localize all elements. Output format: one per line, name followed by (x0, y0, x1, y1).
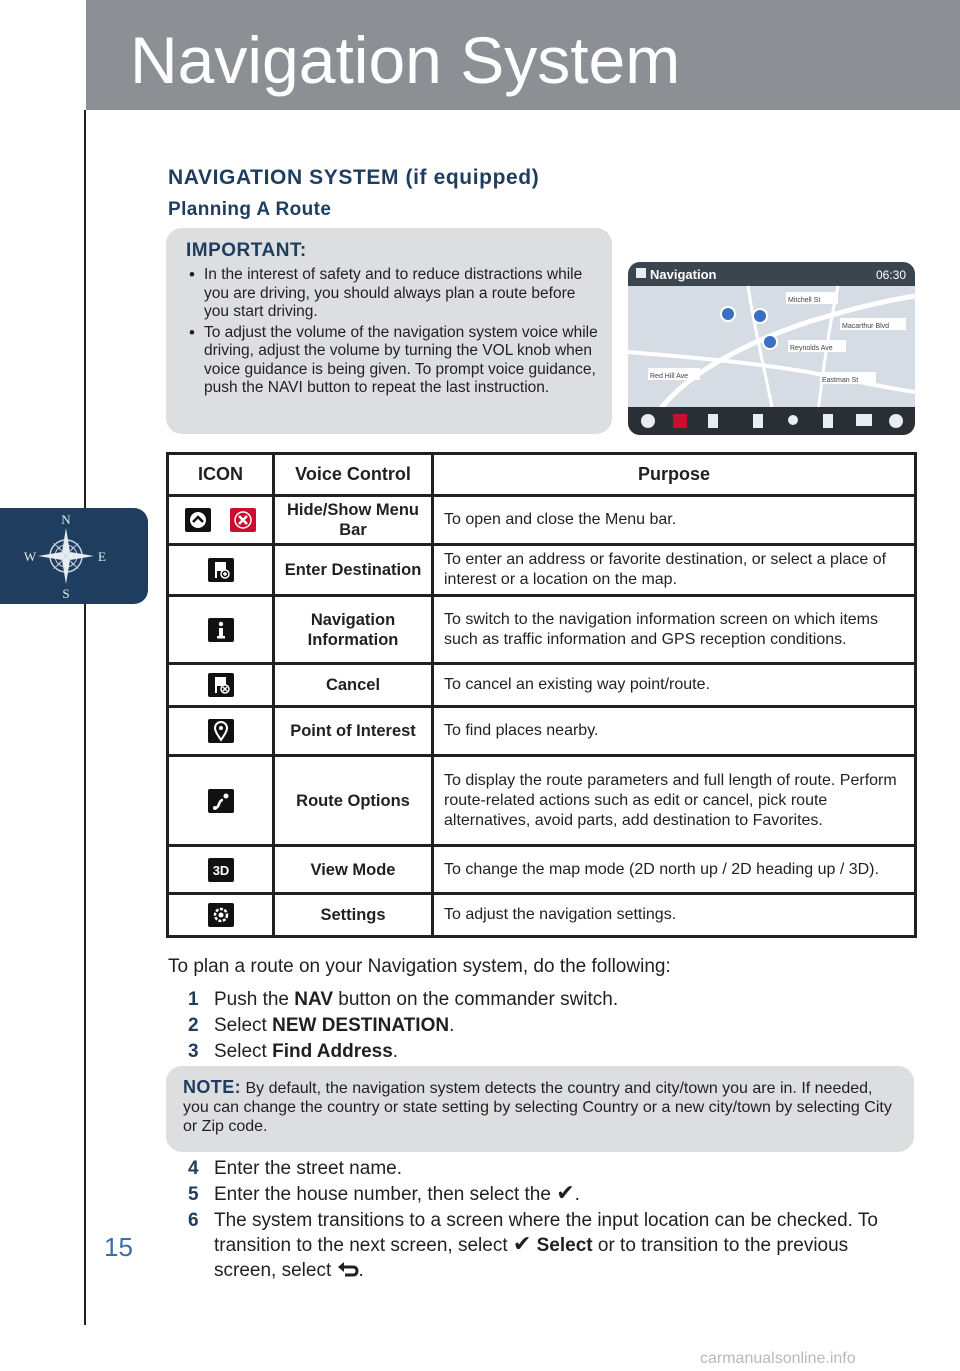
voice-label: Navigation Information (274, 596, 433, 664)
watermark: carmanualsonline.info (700, 1350, 856, 1367)
step-text: The system transitions to a screen where the input location can be checked. To transition to the next screen, select (214, 1210, 878, 1256)
svg-text:S: S (62, 586, 70, 601)
table-icon-cell (168, 664, 274, 707)
voice-label: View Mode (274, 846, 433, 894)
step-bold: NEW DESTINATION (272, 1015, 450, 1036)
step-item (188, 1039, 618, 1064)
purpose-text: To cancel an existing way point/route. (433, 664, 916, 707)
step-item (188, 1156, 908, 1181)
table-header-voice: Voice Control (274, 454, 433, 496)
important-box (166, 228, 612, 434)
street-label: Eastman St (822, 377, 859, 384)
hide-show-menu-icon (185, 508, 211, 532)
important-item: • In the interest of safety and to reduce distractions while you are driving, you should always plan a route before you start driving. (186, 266, 598, 322)
street-label: Red Hill Ave (650, 373, 689, 380)
step-text: or to transition to the previous screen, select (214, 1235, 849, 1281)
step-number: 2 (188, 1015, 199, 1036)
note-text: By default, the navigation system detects the country and city/town you are in. If needed, you can change the country or state setting by selecting Country or a new city/town by selecting City or Zip code. (183, 1080, 892, 1135)
table-icon-cell (168, 756, 274, 846)
step-number: 5 (188, 1184, 199, 1205)
step-number: 1 (188, 989, 199, 1010)
important-list (186, 266, 598, 398)
info-icon (208, 618, 234, 642)
svg-text:E: E (98, 549, 106, 564)
checkmark-icon: ✔ (556, 1180, 575, 1205)
table-row (168, 545, 916, 596)
step-text: Push the (214, 989, 295, 1010)
svg-text:N: N (61, 512, 71, 527)
page-number: 15 (104, 1232, 133, 1262)
purpose-text: To display the route parameters and full length of route. Perform route-related actions such as edit or cancel, pick route alternatives, avoid parts, add destination to Favorites. (433, 756, 916, 846)
compass-rose-icon (0, 508, 148, 604)
voice-label: Route Options (274, 756, 433, 846)
step-number: 4 (188, 1158, 199, 1179)
cancel-route-icon (208, 673, 234, 697)
checkmark-icon: ✔ (512, 1231, 532, 1256)
purpose-text: To adjust the navigation settings. (433, 894, 916, 937)
voice-label: Cancel (274, 664, 433, 707)
voice-control-table (166, 452, 917, 938)
settings-gear-icon (208, 903, 234, 927)
step-item (188, 1013, 618, 1038)
step-item (188, 1208, 908, 1283)
step-text: . (358, 1260, 364, 1281)
table-icon-cell (168, 846, 274, 894)
purpose-text: To find places nearby. (433, 707, 916, 756)
purpose-text: To change the map mode (2D north up / 2D heading up / 3D). (433, 846, 916, 894)
compass-tab (0, 508, 148, 604)
left-rule (84, 110, 86, 1325)
voice-label: Settings (274, 894, 433, 937)
instructions-intro: To plan a route on your Navigation system, do the following: (168, 956, 671, 977)
table-row (168, 596, 916, 664)
poi-pin-icon (208, 719, 234, 743)
table-row (168, 894, 916, 937)
step-text: button on the commander switch. (333, 989, 619, 1010)
purpose-text: To switch to the navigation information screen on which items such as traffic information and GPS reception conditions. (433, 596, 916, 664)
step-bold: Find Address (272, 1041, 393, 1062)
purpose-text: To enter an address or favorite destination, or select a place of interest or a location on the map. (433, 545, 916, 596)
step-item (188, 987, 618, 1012)
steps-list-b (188, 1156, 908, 1284)
back-arrow-icon (337, 1260, 359, 1278)
page-title: Navigation System (130, 23, 681, 97)
close-menu-icon (230, 508, 256, 532)
table-icon-cell (168, 545, 274, 596)
nav-screen-title: Navigation (650, 267, 717, 282)
subsection-title: Planning A Route (168, 199, 332, 220)
voice-label: Point of Interest (274, 707, 433, 756)
nav-screen-time: 06:30 (876, 268, 907, 282)
navigation-screen-image (628, 262, 915, 435)
step-bold: NAV (294, 989, 333, 1010)
svg-text:3D: 3D (212, 862, 229, 878)
view-mode-3d-icon (208, 858, 234, 882)
table-row (168, 846, 916, 894)
enter-destination-icon (208, 558, 234, 582)
step-text: . (392, 1041, 399, 1062)
note-box (166, 1066, 914, 1152)
table-header-icon: ICON (168, 454, 274, 496)
route-options-icon (208, 789, 234, 813)
voice-label: Hide/Show Menu Bar (274, 496, 433, 545)
table-header-row (168, 454, 916, 496)
step-text: Select (214, 1041, 273, 1062)
step-bold: Select (536, 1235, 593, 1256)
table-icon-cell (168, 496, 274, 545)
street-label: Mitchell St (788, 297, 821, 304)
purpose-text: To open and close the Menu bar. (433, 496, 916, 545)
table-row (168, 756, 916, 846)
step-text: Select (214, 1015, 273, 1036)
note-label: NOTE: (183, 1077, 241, 1097)
table-icon-cell (168, 894, 274, 937)
important-heading: IMPORTANT: (186, 240, 307, 261)
section-title: NAVIGATION SYSTEM (if equipped) (168, 166, 540, 189)
table-row (168, 496, 916, 545)
step-number: 3 (188, 1041, 199, 1062)
street-label: Macarthur Blvd (842, 323, 890, 330)
step-text: Enter the street name. (214, 1158, 402, 1179)
step-text: . (449, 1015, 455, 1036)
step-text: Enter the house number, then select the (214, 1184, 557, 1205)
steps-list-a (188, 987, 618, 1065)
important-item: • To adjust the volume of the navigation system voice while driving, adjust the volume by turning the VOL knob when voice guidance is being given. To prompt voice guidance, push the NAVI button to repeat the last instruction. (186, 324, 598, 398)
step-text: . (574, 1184, 580, 1205)
table-icon-cell (168, 596, 274, 664)
street-label: Reynolds Ave (790, 345, 833, 352)
table-icon-cell (168, 707, 274, 756)
table-row (168, 664, 916, 707)
step-number: 6 (188, 1210, 199, 1231)
table-row (168, 707, 916, 756)
table-header-purpose: Purpose (433, 454, 916, 496)
svg-text:W: W (23, 549, 37, 564)
step-item (188, 1182, 908, 1207)
voice-label: Enter Destination (274, 545, 433, 596)
